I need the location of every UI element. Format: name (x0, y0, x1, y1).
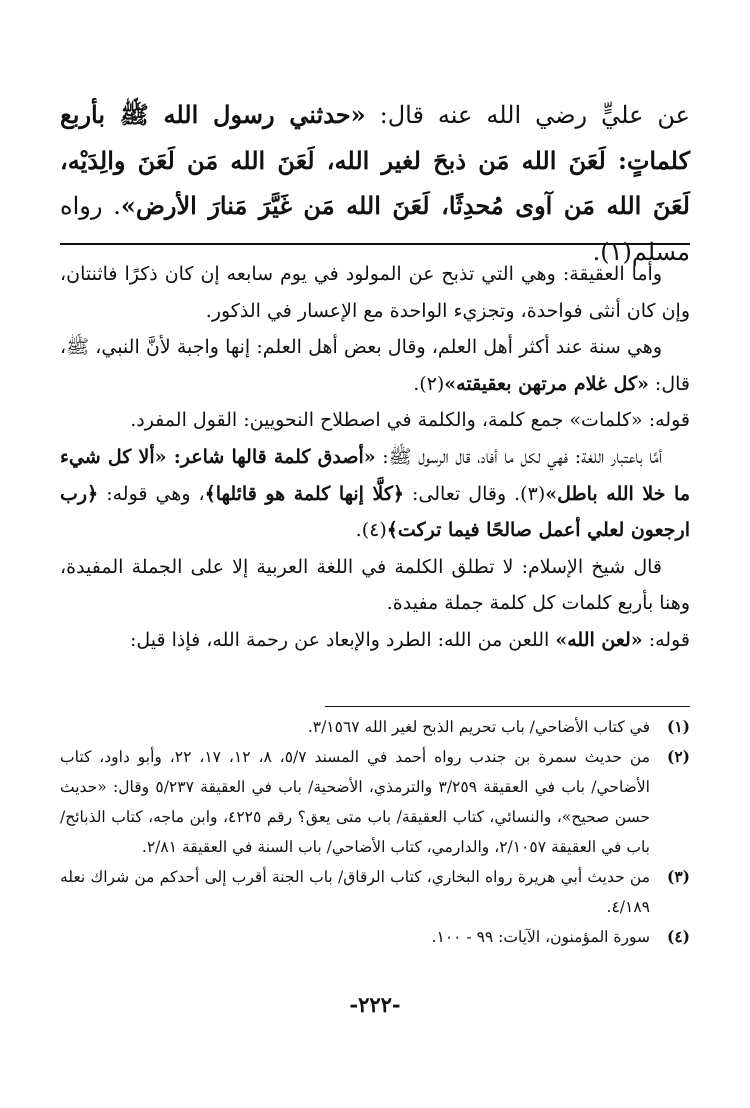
footnote-number: (١) (666, 717, 690, 736)
footnote-divider (325, 706, 690, 707)
hadith-text: «حدثني رسول الله ﷺ بأربع كلماتٍ: لَعَنَ الله مَن ذبحَ لغير الله، لَعَنَ الله مَن لَعَنَ والِدَيْه، لَعَنَ الله مَن آوى مُحدِثًا، لَعَنَ الله مَن غَيَّرَ مَنارَ الأرض» (60, 100, 690, 220)
commentary-body (60, 256, 690, 659)
hadith-lead: عن عليٍّ رضي الله عنه قال: (365, 101, 690, 129)
footnote-text: في كتاب الأضاحي/ باب تحريم الذبح لغير الله ٣/١٥٦٧. (307, 718, 650, 736)
footnote-number: (٤) (666, 927, 690, 946)
paragraph-lana: قوله: «لعن الله» اللعن من الله: الطرد والإبعاد عن رحمة الله، فإذا قيل: (129, 628, 690, 651)
footnote (60, 922, 690, 952)
footnote-number: (٣) (666, 867, 690, 886)
paragraph-language: أمَّا باعتبار اللغة: فهي لكل ما أفاد، قال الرسول ﷺ: «أصدق كلمة قالها شاعر: «ألا كل شيء ما خلا الله باطل»(٣). وقال تعالى: ﴿كلَّا إنها كلمة هو قائلها﴾، وهي قوله: ﴿رب ارجعون لعلي أعمل صالحًا فيما تركت﴾(٤). (60, 445, 691, 542)
paragraph-aqiqa: وأما العقيقة: وهي التي تذبح عن المولود في يوم سابعه إن كان ذكرًا فاثنتان، وإن كان أنثى فواحدة، وتجزيء الواحدة مع الإعسار في الذكور. (60, 263, 690, 322)
top-divider (60, 243, 690, 245)
hadith-quote (60, 92, 690, 275)
footnote (60, 712, 690, 742)
hadith-source: . رواه مسلم(١). (60, 192, 690, 266)
footnote (60, 862, 690, 922)
paragraph-sunnah: وهي سنة عند أكثر أهل العلم، وقال بعض أهل العلم: إنها واجبة لأنَّ النبي، ﷺ، قال: «كل غلام مرتهن بعقيقته»(٢). (60, 336, 690, 395)
footnote-text: من حديث سمرة بن جندب رواه أحمد في المسند ٥/٧، ٨، ١٢، ١٧، ٢٢، وأبو داود، كتاب الأضاحي/ باب في العقيقة ٣/٢٥٩ والترمذي، الأضحية/ باب في العقيقة ٥/٢٣٧ وقال: «حديث حسن صحيح»، والنسائي، كتاب العقيقة/ باب متى يعق؟ رقم ٤٢٢٥، وابن ماجه، كتاب الذبائح/ باب في العقيقة ٢/١٠٥٧، والدارمي، كتاب الأضاحي/ باب السنة في العقيقة ٢/٨١. (60, 748, 651, 856)
page-number: -٢٢٢- (349, 992, 401, 1017)
footnote-text: من حديث أبي هريرة رواه البخاري، كتاب الرقاق/ باب الجنة أقرب إلى أحدكم من شراك نعله ٤/١٨٩. (60, 868, 650, 916)
footnote-number: (٢) (666, 747, 690, 766)
paragraph-shaykh: قال شيخ الإسلام: لا تطلق الكلمة في اللغة العربية إلا على الجملة المفيدة، وهنا بأربع كلمات كل كلمة جملة مفيدة. (60, 555, 690, 615)
footnote-text: سورة المؤمنون، الآيات: ٩٩ - ١٠٠. (431, 928, 650, 946)
footnotes (60, 712, 690, 952)
paragraph-kalimat: قوله: «كلمات» جمع كلمة، والكلمة في اصطلاح النحويين: القول المفرد. (130, 409, 690, 432)
footnote (60, 742, 690, 862)
